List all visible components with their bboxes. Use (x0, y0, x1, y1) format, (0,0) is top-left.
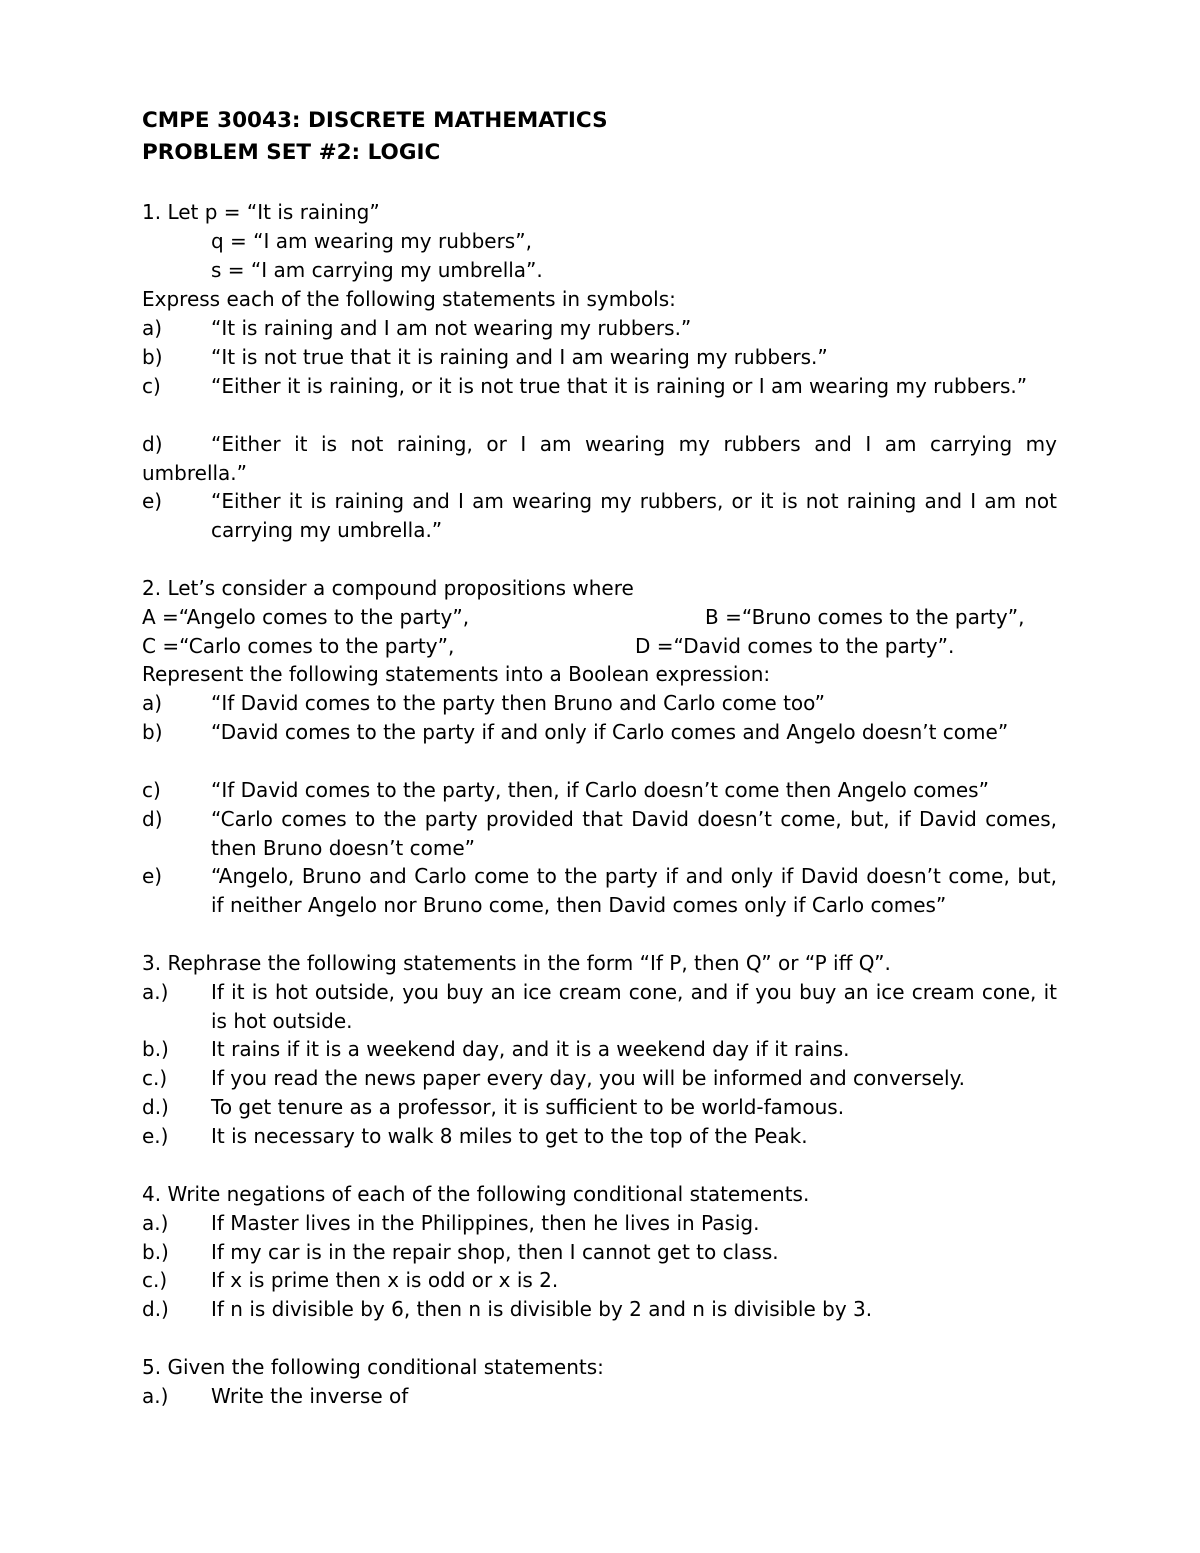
q4-item-label: d.) (142, 1297, 169, 1321)
q1-item-text: “It is not true that it is raining and I am wearing my rubbers.” (211, 345, 828, 369)
q1-def-q: q = “I am wearing my rubbers”, (211, 229, 532, 253)
q1-item-text: “Either it is raining and I am wearing my rubbers, or it is not raining and I am not carrying my umbrella.” (211, 489, 1057, 542)
q4-item-text: If my car is in the repair shop, then I cannot get to class. (211, 1240, 779, 1264)
q2-item-label: b) (142, 720, 163, 744)
q1-item-label: d) (142, 432, 163, 456)
q2-item-label: a) (142, 691, 163, 715)
q3-item-label: a.) (142, 980, 169, 1004)
q1-item-label: a) (142, 316, 163, 340)
q3-item-text: If you read the news paper every day, you will be informed and conversely. (211, 1066, 965, 1090)
problem-set-title: PROBLEM SET #2: LOGIC (142, 140, 441, 165)
q3-item-text: It is necessary to walk 8 miles to get to the top of the Peak. (211, 1124, 808, 1148)
q3-item-label: c.) (142, 1066, 168, 1090)
q4-item-label: c.) (142, 1268, 168, 1292)
q1-item-label: b) (142, 345, 163, 369)
q2-item-text: “If David comes to the party then Bruno and Carlo come too” (211, 691, 826, 715)
q2-item-label: c) (142, 778, 161, 802)
q1-def-s: s = “I am carrying my umbrella”. (211, 258, 543, 282)
q4-intro: 4. Write negations of each of the following conditional statements. (142, 1182, 810, 1206)
course-title: CMPE 30043: DISCRETE MATHEMATICS (142, 108, 608, 133)
q2-def-d: D =“David comes to the party”. (635, 634, 955, 658)
q3-intro: 3. Rephrase the following statements in the form “If P, then Q” or “P iff Q”. (142, 951, 891, 975)
q2-def-a: A =“Angelo comes to the party”, (142, 605, 470, 629)
q3-item-label: b.) (142, 1037, 169, 1061)
q1-item-label: c) (142, 374, 161, 398)
q2-item-label: e) (142, 864, 163, 888)
q1-item-label: e) (142, 489, 163, 513)
q4-item-text: If n is divisible by 6, then n is divisible by 2 and n is divisible by 3. (211, 1297, 873, 1321)
q3-item-text: To get tenure as a professor, it is sufficient to be world-famous. (211, 1095, 845, 1119)
q4-item-text: If x is prime then x is odd or x is 2. (211, 1268, 559, 1292)
q3-item-label: d.) (142, 1095, 169, 1119)
q1-intro: 1. Let p = “It is raining” (142, 200, 380, 224)
q5-item-text: Write the inverse of (211, 1384, 409, 1408)
q1-item-text: “Either it is not raining, or I am wearing my rubbers and I am carrying my umbrella.” (142, 432, 1057, 485)
q5-item-label: a.) (142, 1384, 169, 1408)
q3-item-label: e.) (142, 1124, 169, 1148)
q1-instruction: Express each of the following statements in symbols: (142, 287, 676, 311)
q4-item-label: a.) (142, 1211, 169, 1235)
q4-item-label: b.) (142, 1240, 169, 1264)
q2-def-b: B =“Bruno comes to the party”, (705, 605, 1025, 629)
q2-item-text: “Angelo, Bruno and Carlo come to the party if and only if David doesn’t come, but, if neither Angelo nor Bruno come, then David comes only if Carlo comes” (211, 864, 1057, 917)
q4-item-text: If Master lives in the Philippines, then he lives in Pasig. (211, 1211, 760, 1235)
q2-instruction: Represent the following statements into a Boolean expression: (142, 662, 771, 686)
q2-def-c: C =“Carlo comes to the party”, (142, 634, 455, 658)
q2-item-label: d) (142, 807, 163, 831)
q3-item-text: It rains if it is a weekend day, and it is a weekend day if it rains. (211, 1037, 850, 1061)
q3-item-text: If it is hot outside, you buy an ice cream cone, and if you buy an ice cream cone, it is hot outside. (211, 980, 1057, 1033)
q2-item-text: “Carlo comes to the party provided that David doesn’t come, but, if David comes, then Bruno doesn’t come” (211, 807, 1057, 860)
q2-item-text: “David comes to the party if and only if Carlo comes and Angelo doesn’t come” (211, 720, 1009, 744)
q5-intro: 5. Given the following conditional statements: (142, 1355, 604, 1379)
q1-item-text: “It is raining and I am not wearing my rubbers.” (211, 316, 692, 340)
q2-item-text: “If David comes to the party, then, if Carlo doesn’t come then Angelo comes” (211, 778, 989, 802)
q2-intro: 2. Let’s consider a compound propositions where (142, 576, 634, 600)
q1-item-text: “Either it is raining, or it is not true that it is raining or I am wearing my rubbers.” (211, 374, 1028, 398)
